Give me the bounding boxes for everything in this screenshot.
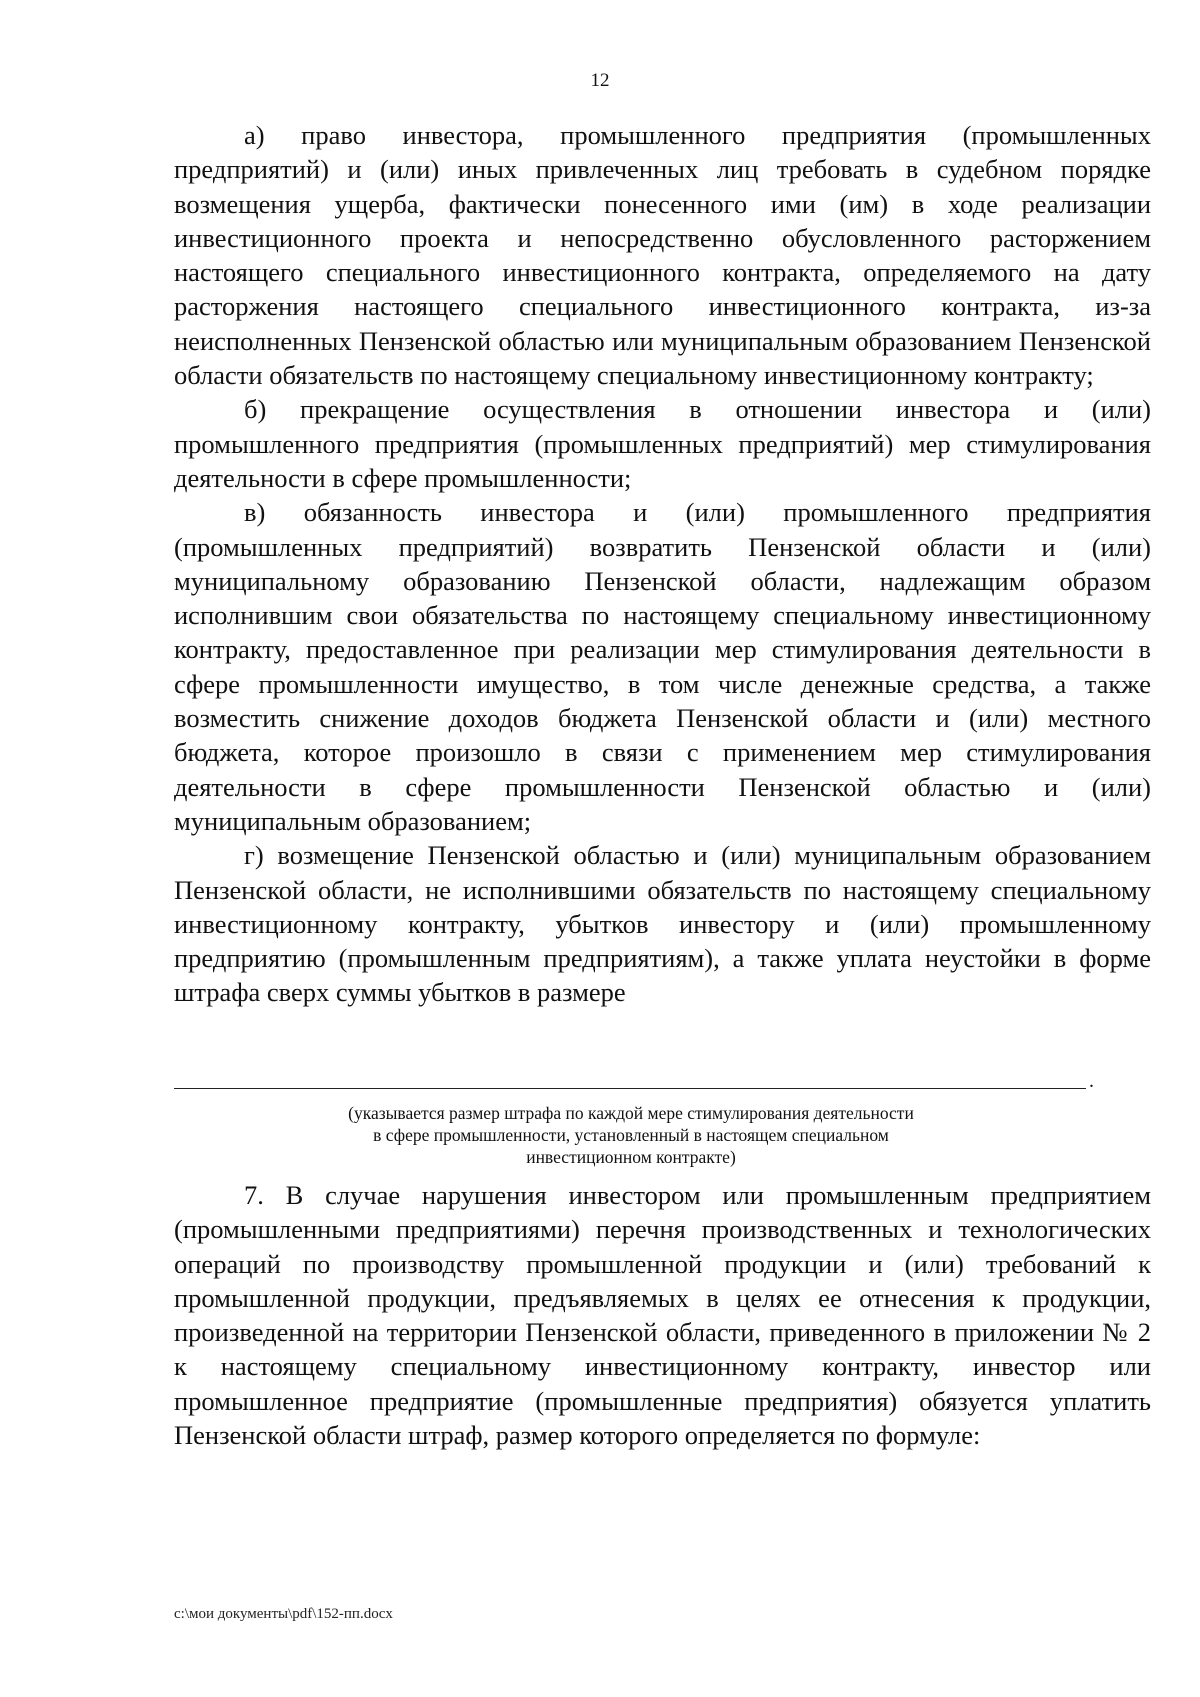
fill-in-end-mark: . [1089, 1070, 1094, 1092]
fill-in-line [174, 1070, 1151, 1096]
note-line: (указывается размер штрафа по каждой мере стимулирования деятельности [348, 1103, 914, 1123]
paragraph-v: в) обязанность инвестора и (или) промышленного предприятия (промышленных предприятий) возвратить Пензенской области и (или) муниципальному образованию Пензенской области, надлежащим образом исполнившим свои обязательства по настоящему специальному инвестиционному контракту, предоставленное при реализации мер стимулирования деятельности в сфере промышленности имущество, в том числе денежные средства, а также возместить снижение доходов бюджета Пензенской области и (или) местного бюджета, которое произошло в связи с применением мер стимулирования деятельности в сфере промышленности Пензенской областью и (или) муниципальным образованием; [174, 497, 1151, 836]
paragraph-7: 7. В случае нарушения инвестором или промышленным предприятием (промышленными предприятиями) перечня производственных и технологических операций по производству промышленной продукции и (или) требований к промышленной продукции, предъявляемых в целях ее отнесения к продукции, произведенной на территории Пензенской области, приведенного в приложении № 2 к настоящему специальному инвестиционному контракту, инвестор или промышленное предприятие (промышленные предприятия) обязуется уплатить Пензенской области штраф, размер которого определяется по формуле: [174, 1180, 1151, 1451]
footer-file-path: c:\мои документы\pdf\152-пп.docx [174, 1606, 393, 1622]
paragraph-a: а) право инвестора, промышленного предприятия (промышленных предприятий) и (или) иных привлеченных лиц требовать в судебном порядке возмещения ущерба, фактически понесенного ими (им) в ходе реализации инвестиционного проекта и непосредственно обусловленного расторжением настоящего специального инвестиционного контракта, определяемого на дату расторжения настоящего специального инвестиционного контракта, из-за неисполненных Пензенской областью или муниципальным образованием Пензенской области обязательств по настоящему специальному инвестиционному контракту; [174, 120, 1151, 391]
main-text [174, 118, 1151, 1010]
blank-underline [174, 1088, 1086, 1089]
paragraph-g: г) возмещение Пензенской областью и (или) муниципальным образованием Пензенской области, не исполнившими обязательств по настоящему специальному инвестиционному контракту, убытков инвестору и (или) промышленному предприятию (промышленным предприятиям), а также уплата неустойки в форме штрафа сверх суммы убытков в размере [174, 840, 1151, 1008]
page-number: 12 [590, 70, 610, 91]
note-line: инвестиционном контракте) [526, 1147, 736, 1167]
note-line: в сфере промышленности, установленный в настоящем специальном [373, 1125, 889, 1145]
main-text-continued [174, 1178, 1151, 1452]
fill-in-note [174, 1102, 1088, 1168]
penalty-fill-in [174, 1070, 1151, 1168]
paragraph-b: б) прекращение осуществления в отношении инвестора и (или) промышленного предприятия (промышленных предприятий) мер стимулирования деятельности в сфере промышленности; [174, 394, 1151, 493]
